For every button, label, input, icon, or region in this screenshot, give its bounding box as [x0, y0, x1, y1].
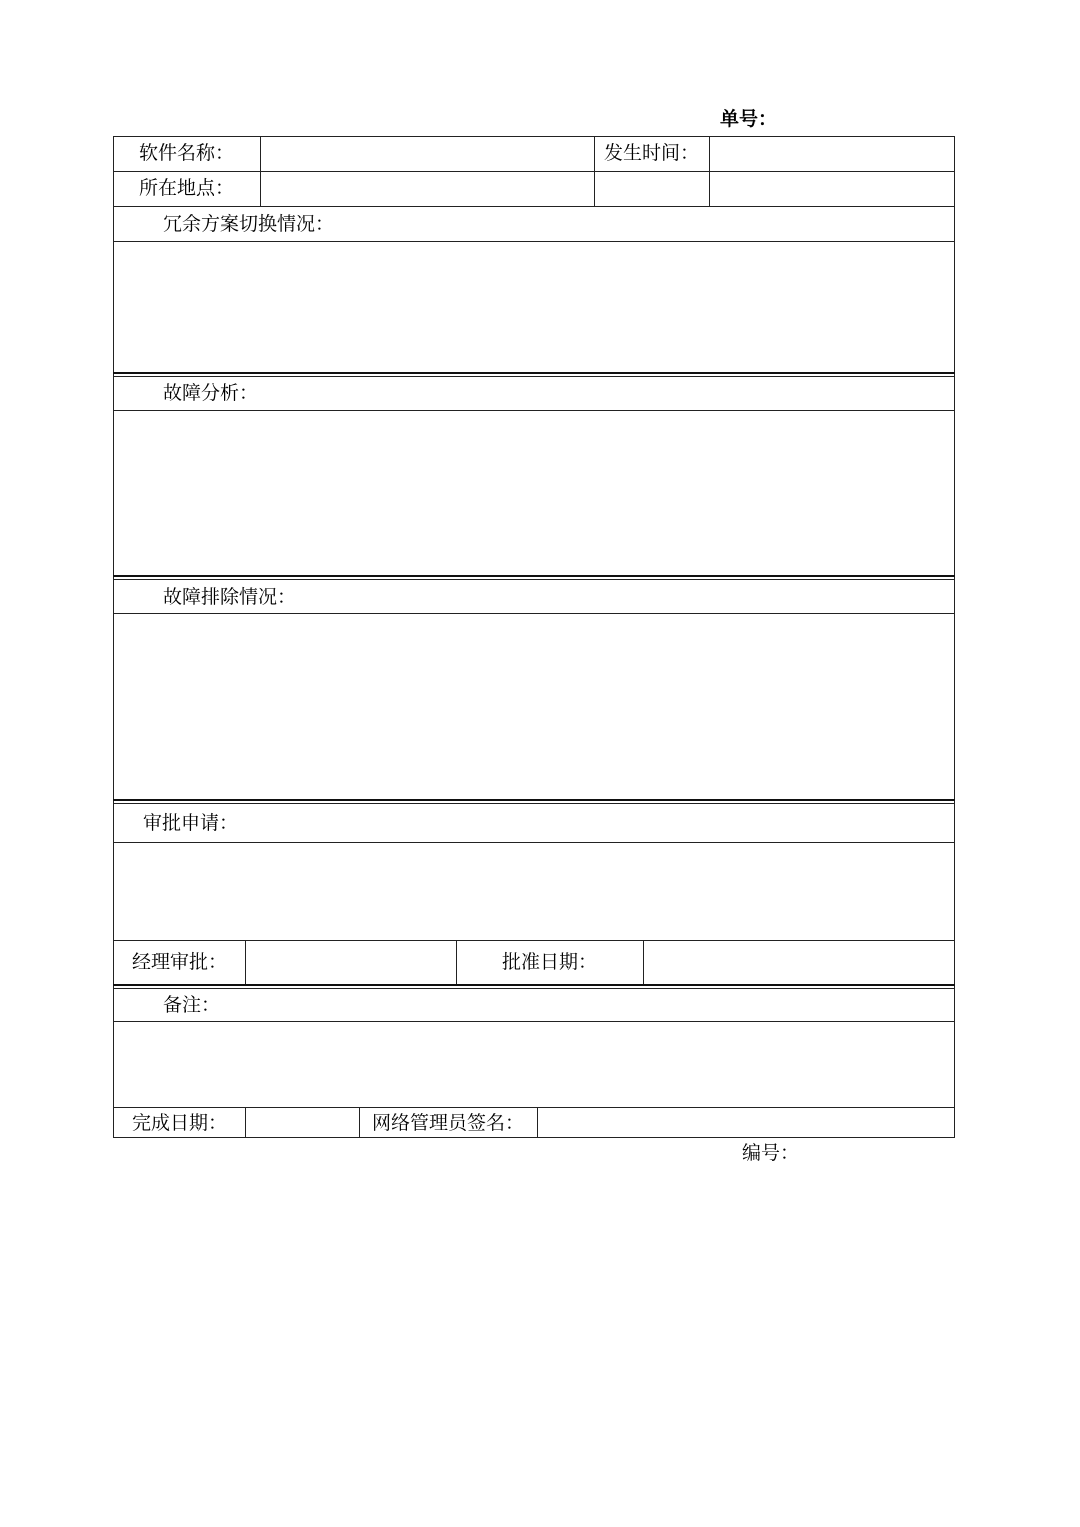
completion-date-field[interactable] — [246, 1108, 359, 1137]
section-divider — [113, 984, 955, 986]
remarks-label: 备注： — [163, 994, 221, 1016]
software-name-field[interactable] — [261, 137, 594, 171]
occurred-time-label: 发生时间： — [604, 142, 700, 164]
remarks-field[interactable] — [114, 1022, 954, 1107]
approval-date-field[interactable] — [644, 941, 954, 984]
section-divider — [113, 803, 955, 804]
section-divider — [113, 799, 955, 801]
software-name-label: 软件名称： — [139, 142, 235, 164]
order-number-label: 单号： — [720, 108, 778, 130]
fault-resolution-field[interactable] — [114, 614, 954, 799]
section-divider — [113, 376, 955, 377]
redundancy-switch-field[interactable] — [114, 242, 954, 372]
section-divider — [113, 579, 955, 580]
section-divider — [113, 372, 955, 374]
manager-approval-label: 经理审批： — [132, 951, 228, 973]
table-bottom-border — [113, 1137, 955, 1138]
network-admin-sign-label: 网络管理员签名： — [372, 1112, 525, 1134]
redundancy-switch-label: 冗余方案切换情况： — [163, 213, 335, 235]
serial-number-label: 编号： — [742, 1142, 800, 1164]
approval-date-label: 批准日期： — [502, 951, 598, 973]
col-divider — [359, 1107, 360, 1137]
manager-approval-field[interactable] — [246, 941, 456, 984]
fault-analysis-label: 故障分析： — [163, 382, 259, 404]
occurred-time-field[interactable] — [710, 137, 954, 171]
location-field[interactable] — [261, 172, 594, 206]
approval-request-field[interactable] — [114, 843, 954, 940]
table-right-border — [954, 136, 955, 1137]
empty-cell — [595, 172, 709, 206]
section-divider — [113, 988, 955, 989]
network-admin-sign-field[interactable] — [538, 1108, 954, 1137]
row-divider — [113, 206, 955, 207]
col-divider — [456, 940, 457, 984]
approval-request-label: 审批申请： — [143, 812, 239, 834]
empty-cell[interactable] — [710, 172, 954, 206]
location-label: 所在地点： — [139, 177, 235, 199]
fault-resolution-label: 故障排除情况： — [163, 586, 297, 608]
section-divider — [113, 575, 955, 577]
completion-date-label: 完成日期： — [132, 1112, 228, 1134]
fault-analysis-field[interactable] — [114, 411, 954, 575]
